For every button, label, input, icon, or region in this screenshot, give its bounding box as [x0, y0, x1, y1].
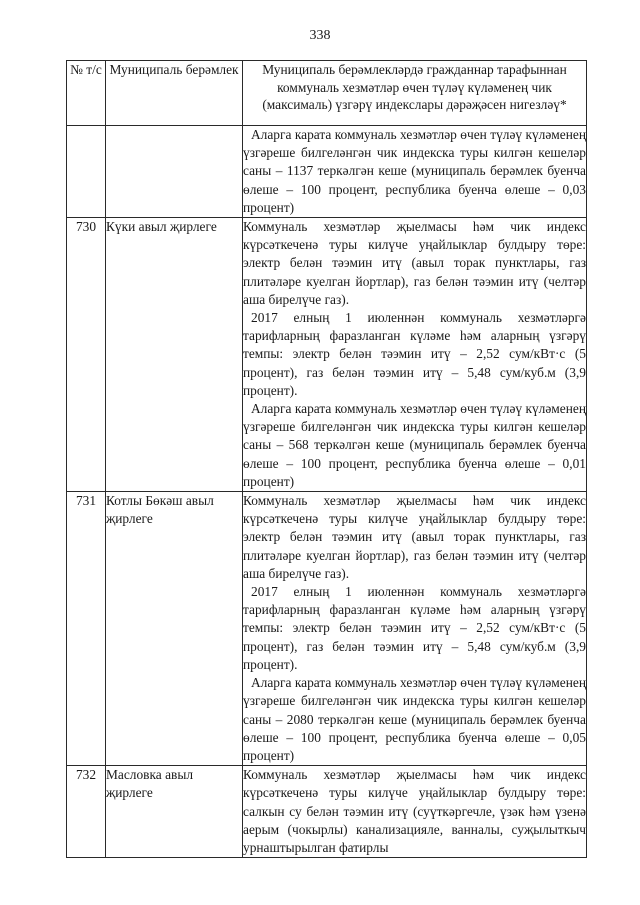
paragraph: Аларга карата коммуналь хезмәтләр өчен түләү күләменең үзгәреше билгеләнгән чик индекска туры килгән кешеләр саны – 1137 теркәлгән кеше (муниципаль берәмлек буенча өлеше – 100 процент, республика буенча өлеше – 0,03 процент)	[243, 127, 586, 215]
page-number: 338	[309, 28, 331, 43]
row-number	[67, 126, 106, 218]
table-header-row	[67, 61, 587, 126]
header-description: Муниципаль берәмлекләрдә гражданнар тарафыннан коммуналь хезмәтләр өчен түләү күләменең чик (максималь) үзгәрү индекслары дәрәҗәсен нигезләү*	[243, 61, 587, 126]
header-municipality: Муниципаль берәмлек	[106, 61, 243, 126]
row-description	[243, 218, 587, 492]
row-municipality	[106, 126, 243, 218]
header-number: № т/с	[67, 61, 106, 126]
paragraph: Коммуналь хезмәтләр җыелмасы һәм чик индекс күрсәткеченә туры килүче уңайлыклар булдыру төре: электр белән тәэмин итү (авыл торак пунктлары, газ плитәләре куелган йортлар), газ белән тәэмин итү (челтәр аша бирелүче газ).	[243, 219, 586, 307]
table-row	[67, 126, 587, 218]
tariff-table	[66, 60, 587, 858]
table-row	[67, 492, 587, 766]
paragraph: Коммуналь хезмәтләр җыелмасы һәм чик индекс күрсәткеченә туры килүче уңайлыклар булдыру төре: салкын су белән тәэмин итү (суүткәргечле, үзәк һәм үзенә аерым (чокырлы) канализацияле, ванналы, суҗылыткыч урнаштырылган фатирлы	[243, 767, 586, 855]
row-number: 730	[67, 218, 106, 492]
paragraph: Аларга карата коммуналь хезмәтләр өчен түләү күләменең үзгәреше билгеләнгән чик индекска туры килгән кешеләр саны – 2080 теркәлгән кеше (муниципаль берәмлек буенча өлеше – 100 процент, республика буенча өлеше – 0,05 процент)	[243, 675, 586, 763]
paragraph: Аларга карата коммуналь хезмәтләр өчен түләү күләменең үзгәреше билгеләнгән чик индекска туры килгән кешеләр саны – 568 теркәлгән кеше (муниципаль берәмлек буенча өлеше – 100 процент, республика буенча өлеше – 0,01 процент)	[243, 401, 586, 489]
row-description	[243, 492, 587, 766]
row-number: 732	[67, 766, 106, 858]
paragraph: Коммуналь хезмәтләр җыелмасы һәм чик индекс күрсәткеченә туры килүче уңайлыклар булдыру төре: электр белән тәэмин итү (авыл торак пунктлары, газ плитәләре куелган йортлар), газ белән тәэмин итү (челтәр аша бирелүче газ).	[243, 493, 586, 581]
paragraph: 2017 елның 1 июленнән коммуналь хезмәтләргә тарифларның фаразланган күләме һәм аларның үзгәрү темпы: электр белән тәэмин итү – 2,52 сум/кВт·с (5 процент), газ белән тәэмин итү – 5,48 сум/куб.м (3,9 процент).	[243, 584, 586, 672]
table-row	[67, 766, 587, 858]
row-municipality: Күки авыл җирлеге	[106, 218, 243, 492]
row-number: 731	[67, 492, 106, 766]
table-row	[67, 218, 587, 492]
row-municipality: Масловка авыл җирлеге	[106, 766, 243, 858]
paragraph: 2017 елның 1 июленнән коммуналь хезмәтләргә тарифларның фаразланган күләме һәм аларның үзгәрү темпы: электр белән тәэмин итү – 2,52 сум/кВт·с (5 процент), газ белән тәэмин итү – 5,48 сум/куб.м (3,9 процент).	[243, 310, 586, 398]
row-municipality: Котлы Бөкәш авыл җирлеге	[106, 492, 243, 766]
row-description	[243, 766, 587, 858]
row-description	[243, 126, 587, 218]
